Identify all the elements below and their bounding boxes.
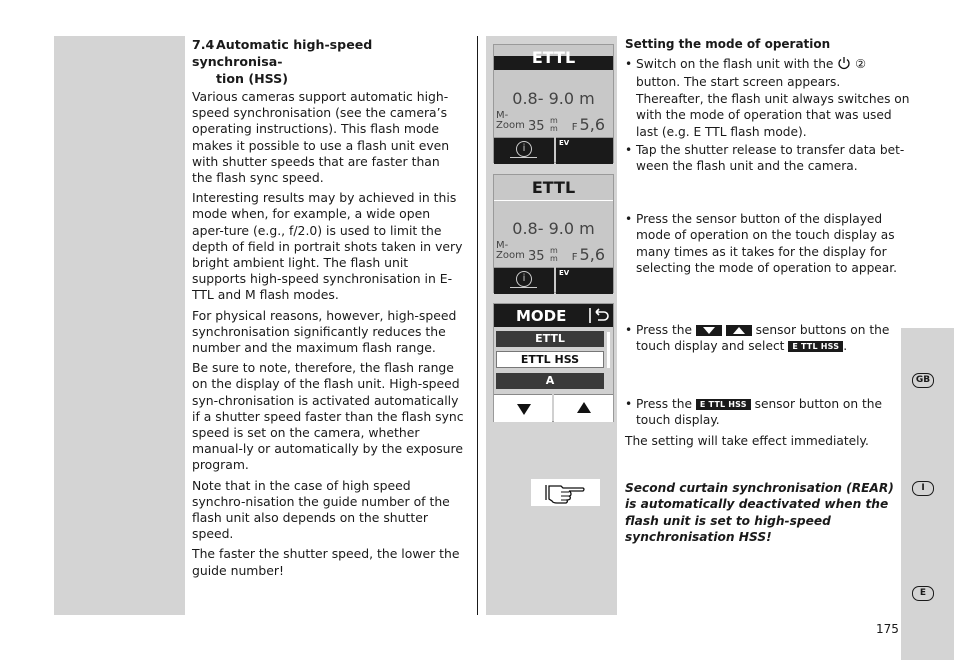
info-icon: i	[516, 271, 532, 287]
mode-title: MODE	[516, 307, 567, 325]
up-sensor-button-icon	[726, 325, 752, 336]
screen-footer	[494, 137, 613, 163]
mode-item-label: ETTL HSS	[520, 353, 580, 366]
step-text: Switch on the flash unit with the	[636, 57, 834, 71]
left-margin-panel	[54, 36, 185, 615]
paragraph: Various cameras support automatic high-speed synchronisation (see the camera’s operating instructions). This flash mode makes it possible to use a flash unit even with shutter speeds that are faster than the flash sync speed.	[192, 89, 450, 186]
zoom-unit	[550, 117, 558, 133]
mode-item-ettl-hss[interactable]	[496, 351, 604, 368]
zoom-value: 35	[528, 119, 545, 134]
step-text: sensor button on the touch display.	[636, 397, 882, 428]
aperture-value	[572, 245, 605, 264]
step-tap-shutter: • Tap the shutter release to transfer data bet-ween the flash unit and the camera.	[625, 142, 911, 175]
pointing-hand-icon	[531, 479, 600, 506]
mode-label: ETTL	[531, 178, 576, 197]
arrow-up-icon	[577, 402, 591, 413]
aperture-label: F	[571, 122, 578, 133]
header-separator	[494, 200, 613, 201]
zoom-label-top: M-	[496, 240, 509, 251]
setting-effect-text: The setting will take effect immediately.	[625, 434, 869, 448]
info-button[interactable]	[494, 137, 554, 164]
section-number: 7.4	[192, 37, 215, 52]
aperture-number: 5,6	[579, 245, 605, 264]
info-underline	[510, 157, 537, 158]
mode-list	[496, 331, 604, 389]
mode-item-ettl[interactable]	[496, 331, 604, 347]
info-button[interactable]	[494, 267, 554, 294]
column-divider	[477, 36, 478, 615]
ev-label: EV	[559, 139, 570, 147]
language-label-gb: GB	[912, 373, 934, 388]
down-sensor-button-icon	[696, 325, 722, 336]
scroll-up-button[interactable]	[554, 394, 613, 422]
mode-item-label: ETTL	[535, 332, 565, 345]
unit-bottom: m	[550, 124, 558, 133]
section-title-line1: Automatic high-speed synchronisa-	[192, 37, 373, 69]
step-select-hss	[625, 322, 911, 355]
zoom-label	[496, 111, 525, 131]
unit-bottom: m	[550, 254, 558, 263]
mode-label: ETTL	[531, 48, 576, 67]
ev-label: EV	[559, 269, 570, 277]
callout-number: ②	[855, 57, 867, 71]
power-icon	[837, 56, 851, 74]
mode-item-a[interactable]	[496, 373, 604, 389]
aperture-value	[572, 115, 605, 134]
screen-footer	[494, 267, 613, 293]
info-icon: i	[516, 141, 532, 157]
step-press-mode: • Press the sensor button of the displayed mode of operation on the touch display as many times as it takes for the display for selecting the mode of operation to appear.	[625, 211, 911, 277]
step-text: sensor buttons on the touch display and select	[636, 323, 890, 354]
paragraph: Note that in the case of high speed synchro-nisation the guide number of the flash unit also depends on the shutter speed.	[192, 477, 450, 542]
rear-sync-note: Second curtain synchronisation (REAR) is automatically deactivated when the flash unit is set to high-speed synchronisation HSS!	[625, 481, 894, 545]
step-text: button. The start screen appears. Thereafter, the flash unit always switches on with the mode of operation that was used last (e.g. E TTL flash mode).	[636, 75, 910, 139]
info-underline	[510, 287, 537, 288]
section-title-line2: tion (HSS)	[216, 71, 288, 86]
paragraph: Interesting results may by achieved in this mode when, for example, a wide open aper-ture (e.g., f/2.0) is used to limit the depth of field in portrait shots taken in very bright ambient light. The flash unit supports high-speed synchronisation in E-TTL and M flash modes.	[192, 190, 463, 303]
step-confirm-hss	[625, 396, 911, 429]
step-text: .	[843, 339, 848, 354]
ettl-hss-badge: E TTL HSS	[788, 341, 843, 352]
unit-top: m	[550, 246, 558, 255]
zoom-unit	[550, 247, 558, 263]
language-label-e: E	[912, 586, 934, 601]
display-screen-ettl-1	[493, 44, 614, 163]
zoom-label-bottom: Zoom	[496, 120, 525, 131]
right-text-column	[625, 36, 910, 556]
unit-top: m	[550, 116, 558, 125]
zoom-label	[496, 241, 525, 261]
flash-range: 0.8- 9.0 m	[512, 89, 595, 108]
paragraph: For physical reasons, however, high-speed synchronisation significantly reduces the number and the maximum flash range.	[192, 307, 457, 356]
list-scrollbar[interactable]	[607, 332, 610, 368]
paragraph: The faster the shutter speed, the lower the guide number!	[192, 546, 460, 578]
page-number: 175	[876, 622, 899, 636]
display-screen-ettl-2	[493, 174, 614, 293]
scroll-down-button[interactable]	[494, 394, 552, 422]
aperture-label: F	[571, 252, 578, 263]
ettl-hss-badge: E TTL HSS	[696, 399, 751, 410]
step-switch-on	[625, 56, 911, 140]
ev-button[interactable]	[556, 137, 613, 164]
zoom-label-bottom: Zoom	[496, 250, 525, 261]
language-label-i: I	[912, 481, 934, 496]
left-text-column	[192, 36, 464, 583]
ev-button[interactable]	[556, 267, 613, 294]
mode-item-label: A	[545, 374, 555, 387]
zoom-label-top: M-	[496, 110, 509, 121]
aperture-number: 5,6	[579, 115, 605, 134]
section-heading	[192, 36, 464, 87]
display-screen-mode	[493, 303, 614, 422]
paragraph: Be sure to note, therefore, the flash range on the display of the flash unit. High-speed syn-chronisation is activated automatically if a shutter speed faster than the flash sync speed is set on the camera, whether manual-ly or automatically by the exposure program.	[192, 360, 464, 473]
zoom-value: 35	[528, 249, 545, 264]
note-symbol-box	[531, 479, 600, 506]
back-icon-glyph	[588, 307, 610, 324]
flash-range: 0.8- 9.0 m	[512, 219, 595, 238]
step-text: Press the	[636, 323, 692, 337]
instructions-heading: Setting the mode of operation	[625, 37, 831, 51]
arrow-down-icon	[517, 404, 531, 415]
back-icon[interactable]	[588, 307, 610, 324]
step-text: Press the	[636, 397, 692, 411]
